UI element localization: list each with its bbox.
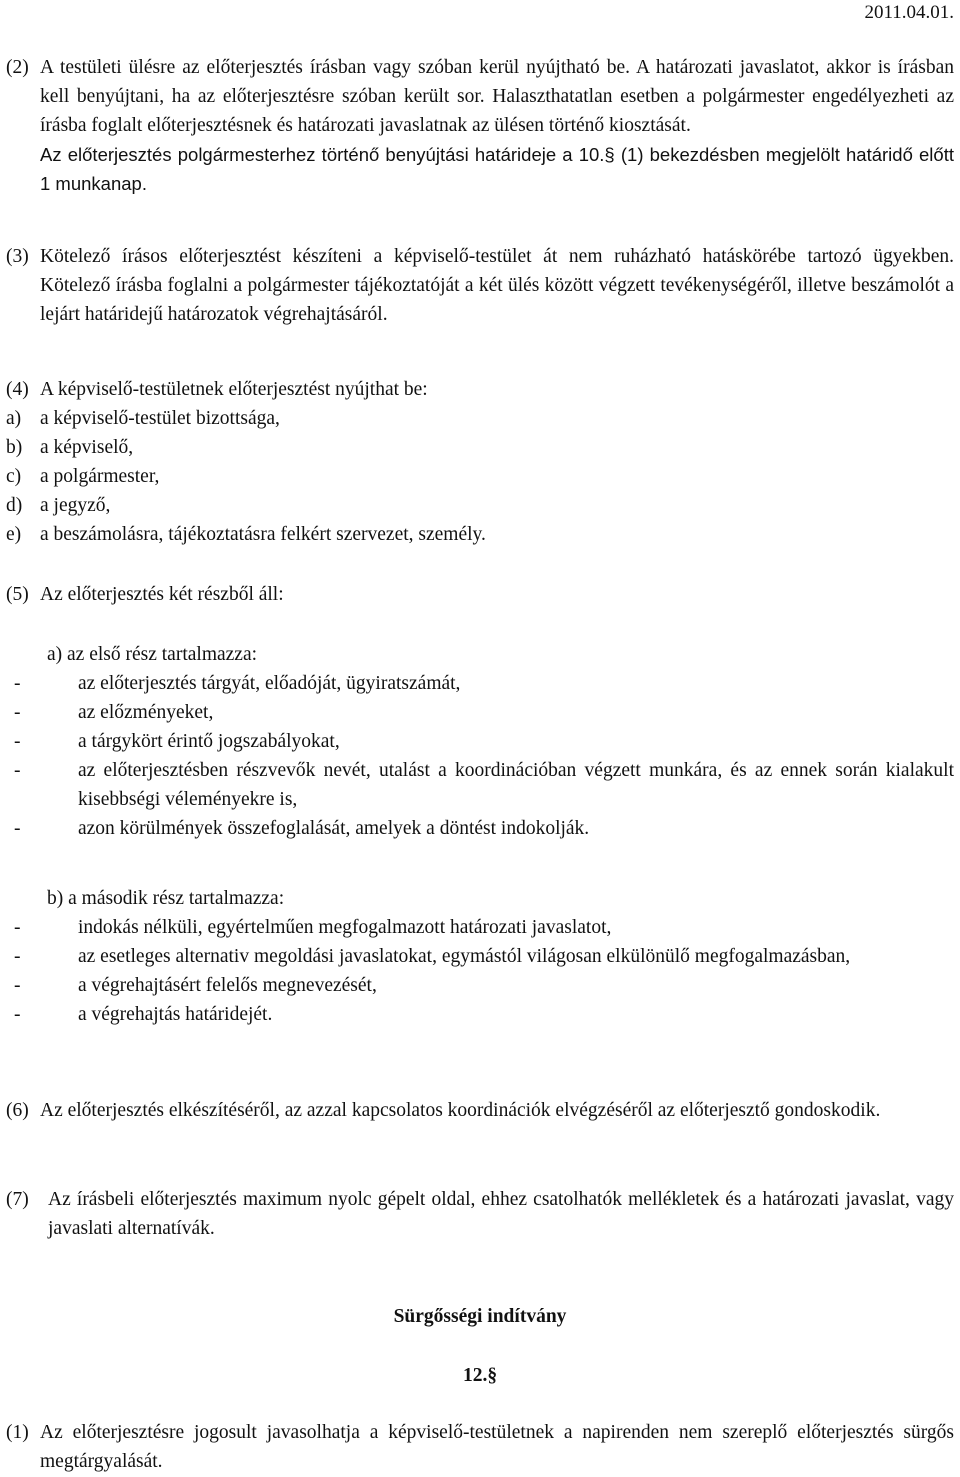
list-item: a képviselő, <box>40 437 134 458</box>
paragraph-6 <box>6 1096 954 1125</box>
list-item: a polgármester, <box>40 466 160 487</box>
paragraph-text: A testületi ülésre az előterjesztés írásban vagy szóban kerül nyújtható be. A határozati javaslatot, akkor is írásban kell benyújtani, ha az előterjesztésre szóban került sor. Halaszthatatlan esetben a polgármester engedélyezheti az írásba foglalt előterjesztésnek és határozati javaslatnak az ülésen történő kiosztását. <box>40 57 954 136</box>
dash-marker: - <box>14 702 21 723</box>
section-number: 12.§ <box>462 1365 498 1386</box>
paragraph-5 <box>6 580 954 609</box>
paragraph-number: (4) <box>6 379 29 400</box>
paragraph-4 <box>6 375 954 549</box>
paragraph-number: (7) <box>6 1189 29 1210</box>
list-item: azon körülmények összefoglalását, amelyek a döntést indokolják. <box>78 818 590 839</box>
paragraph-2 <box>6 53 954 198</box>
paragraph-1 <box>6 1418 954 1476</box>
dash-marker: - <box>14 946 21 967</box>
list-item: a végrehajtásért felelős megnevezését, <box>78 975 377 996</box>
list-item: a tárgykört érintő jogszabályokat, <box>78 731 340 752</box>
list-item: a képviselő-testület bizottsága, <box>40 408 280 429</box>
page-date: 2011.04.01. <box>864 2 954 23</box>
section-title: Sürgősségi indítvány <box>393 1306 567 1327</box>
paragraph-3 <box>6 242 954 329</box>
list-item: az előterjesztés tárgyát, előadóját, ügyiratszámát, <box>78 673 461 694</box>
paragraph-text: Az előterjesztés két részből áll: <box>40 584 284 605</box>
dash-marker: - <box>14 760 21 781</box>
list-label: a) <box>6 408 22 429</box>
list-label: e) <box>6 524 22 545</box>
paragraph-number: (3) <box>6 246 29 267</box>
list-item: az esetleges alternativ megoldási javaslatokat, egymástól világosan elkülönülő megfogalmazásban, <box>78 946 851 967</box>
dash-marker: - <box>14 673 21 694</box>
dash-marker: - <box>14 818 21 839</box>
paragraph-text: Az írásbeli előterjesztés maximum nyolc gépelt oldal, ehhez csatolhatók mellékletek és a határozati javaslat, vagy javaslati alternatívák. <box>48 1189 954 1239</box>
dash-marker: - <box>14 917 21 938</box>
list-item: a jegyző, <box>40 495 111 516</box>
paragraph-number: (5) <box>6 584 29 605</box>
subsection-heading: a) az első rész tartalmazza: <box>47 644 258 665</box>
subsection-b <box>6 884 954 1029</box>
paragraph-number: (2) <box>6 57 29 78</box>
subsection-a <box>6 640 954 843</box>
dash-marker: - <box>14 731 21 752</box>
dash-marker: - <box>14 1004 21 1025</box>
list-label: d) <box>6 495 23 516</box>
paragraph-text: Kötelező írásos előterjesztést készíteni a képviselő-testület át nem ruházható hatáskörébe tartozó ügyekben. Kötelező írásba foglalni a polgármester tájékoztatóját a két ülés között végzett tevékenységéről, illetve beszámolót a lejárt határidejű határozatok végrehajtásáról. <box>40 246 954 325</box>
list-item: indokás nélküli, egyértelműen megfogalmazott határozati javaslatot, <box>78 917 612 938</box>
paragraph-text-sans: Az előterjesztés polgármesterhez történő benyújtási határideje a 10.§ (1) bekezdésben megjelölt határidő előtt 1 munkanap. <box>40 144 954 194</box>
list-item: az előterjesztésben részvevők nevét, utalást a koordinációban végzett munkára, és az ennek során kialakult kisebbségi véleményekre is, <box>78 760 954 810</box>
paragraph-number: (1) <box>6 1422 29 1443</box>
paragraph-7 <box>6 1185 954 1243</box>
paragraph-text: A képviselő-testületnek előterjesztést nyújthat be: <box>40 379 428 400</box>
list-item: a beszámolásra, tájékoztatásra felkért szervezet, személy. <box>40 524 486 545</box>
paragraph-text: Az előterjesztés elkészítéséről, az azzal kapcsolatos koordinációk elvégzéséről az előterjesztő gondoskodik. <box>40 1100 881 1121</box>
list-label: b) <box>6 437 23 458</box>
list-item: a végrehajtás határidejét. <box>78 1004 273 1025</box>
paragraph-text: Az előterjesztésre jogosult javasolhatja a képviselő-testületnek a napirenden nem szereplő előterjesztés sürgős megtárgyalását. <box>40 1422 954 1472</box>
subsection-heading: b) a második rész tartalmazza: <box>47 888 285 909</box>
list-label: c) <box>6 466 22 487</box>
list-item: az előzményeket, <box>78 702 214 723</box>
dash-marker: - <box>14 975 21 996</box>
paragraph-number: (6) <box>6 1100 29 1121</box>
